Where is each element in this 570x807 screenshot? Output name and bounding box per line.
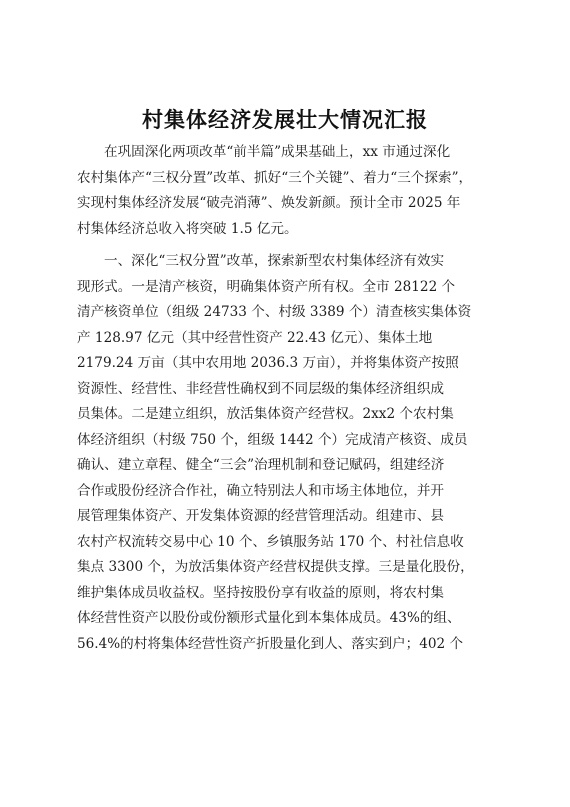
text-line: 确认、建立章程、健全“三会”治理机制和登记赋码，组建经济 [77, 457, 445, 473]
text-line: 农村产权流转交易中心 10 个、乡镇服务站 170 个、村社信息收 [77, 533, 464, 550]
text-line: 资源性、经营性、非经营性确权到不同层级的集体经济组织成 [77, 380, 445, 397]
text-line: 现形式。一是清产核资，明确集体资产所有权。全市 28122 个 [77, 278, 456, 295]
text-line: 实现村集体经济发展“破壳消薄”、焕发新颜。预计全市 2025 年 [77, 195, 461, 211]
text-line: 展管理集体资产、开发集体资源的经营管理活动。组建市、县 [77, 508, 445, 524]
text-line: 维护集体成员收益权。坚持按股份享有收益的原则，将农村集 [77, 584, 445, 601]
text-line: 一、深化“三权分置”改革，探索新型农村集体经济有效实 [104, 253, 445, 269]
text-line: 体经济组织（村级 750 个，组级 1442 个）完成清产核资、成员 [77, 431, 468, 448]
text-line: 农村集体产“三权分置”改革、抓好“三个关键”、着力“三个探索”， [77, 169, 473, 186]
paragraph-section-one [77, 249, 493, 657]
text-line: 员集体。二是建立组织，放活集体资产经营权。2xx2 个农村集 [77, 406, 454, 422]
document-body [77, 140, 493, 657]
paragraph-intro [77, 140, 493, 242]
text-line: 在巩固深化两项改革“前半篇”成果基础上，xx 市通过深化 [104, 144, 451, 160]
text-line: 集点 3300 个，为放活集体资产经营权提供支撑。三是量化股份， [77, 559, 474, 575]
text-line: 合作或股份经济合作社，确立特别法人和市场主体地位，并开 [77, 482, 445, 499]
text-line: 清产核资单位（组级 24733 个、村级 3389 个）清查核实集体资 [77, 304, 472, 320]
paragraph-spacer [77, 242, 493, 249]
document-title: 村集体经济发展壮大情况汇报 [142, 108, 428, 132]
text-line: 村集体经济总收入将突破 1.5 亿元。 [77, 220, 298, 237]
text-line: 产 128.97 亿元（其中经营性资产 22.43 亿元）、集体土地 [77, 329, 433, 346]
text-line: 2179.24 万亩（其中农用地 2036.3 万亩），并将集体资产按照 [77, 355, 459, 371]
text-line: 体经营性资产以股份或份额形式量化到本集体成员。43%的组、 [77, 610, 461, 626]
text-line: 56.4%的村将集体经营性资产折股量化到人、落实到户；402 个 [77, 635, 464, 652]
